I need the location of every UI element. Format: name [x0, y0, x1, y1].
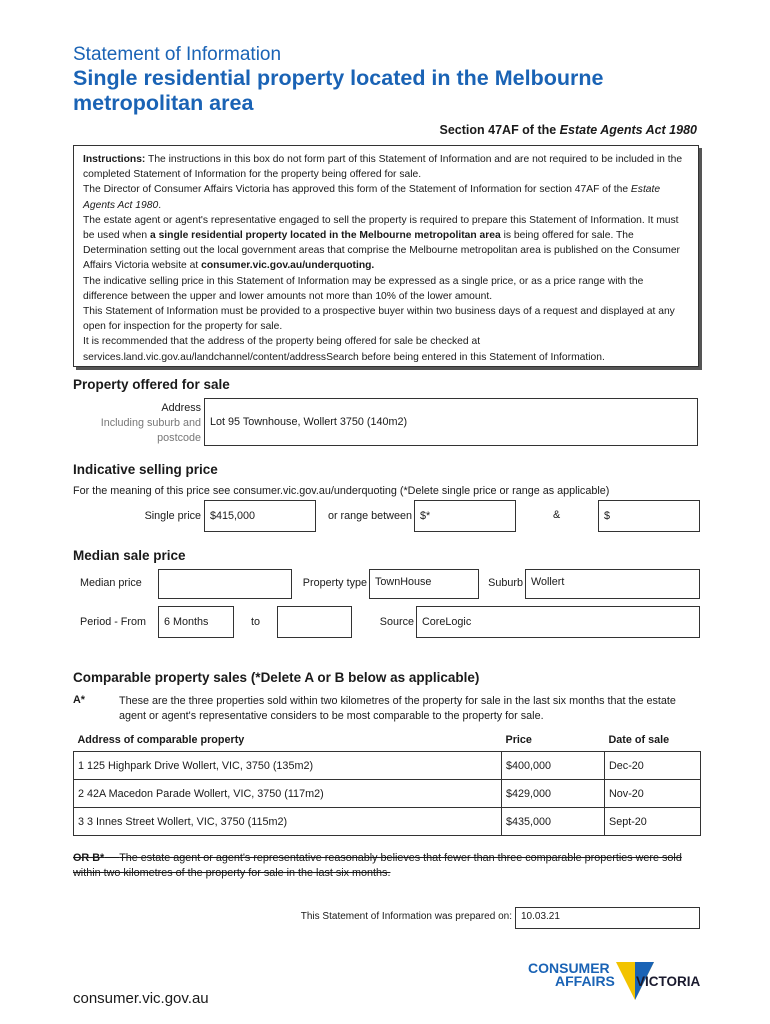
section-act: Estate Agents Act 1980	[559, 123, 697, 137]
table-row	[74, 780, 701, 808]
median-price-field[interactable]	[158, 569, 292, 599]
range-label: or range between	[327, 510, 412, 522]
logo-word-victoria: VICTORIA	[636, 974, 701, 989]
instructions-p1: The instructions in this box do not form part of this Statement of Information and are not required to be included in the completed Statement of Information for the property being offered for sale.	[83, 154, 683, 181]
address-label-line2: Including suburb and	[100, 417, 201, 429]
instructions-p2b: .	[158, 199, 162, 211]
instructions-p3b: is being offered for sale. The Determination setting out the local government areas that comprise the Melbourne metropolitan area is published on the Consumer Affairs Victoria website at	[83, 230, 680, 272]
section-reference	[440, 123, 697, 137]
single-price-label: Single price	[144, 510, 201, 522]
address-label-line1: Address	[161, 402, 201, 414]
range-low-field[interactable]: $*	[414, 500, 516, 532]
col-price-header: Price	[505, 734, 532, 746]
logo-word-affairs: AFFAIRS	[555, 973, 615, 989]
instructions-p6: It is recommended that the address of the property being offered for sale be checked at services.land.vic.gov.au/landchannel/content/addressSearch before being entered in this Statement of Information.	[83, 336, 605, 363]
row-date[interactable]: Dec-20	[605, 752, 701, 780]
period-from-label: Period - From	[80, 616, 146, 628]
table-row	[74, 808, 701, 836]
suburb-label: Suburb	[488, 577, 523, 589]
table-row	[74, 752, 701, 780]
median-price-label: Median price	[80, 577, 142, 589]
source-label: Source	[379, 616, 414, 628]
row-address[interactable]: 1 125 Highpark Drive Wollert, VIC, 3750 (135m2)	[74, 752, 502, 780]
consumer-affairs-logo	[528, 960, 703, 1004]
option-b-text: The estate agent or agent's representative reasonably believes that fewer than three comparable properties were sold within two kilometres of the property for sale in the last six months.	[73, 852, 682, 879]
option-a-label: A*	[73, 694, 85, 706]
suburb-field[interactable]: Wollert	[525, 569, 700, 599]
range-ampersand: &	[553, 509, 561, 521]
prepared-label: This Statement of Information was prepared on:	[300, 911, 512, 922]
address-label-line3: postcode	[157, 432, 201, 444]
single-price-field[interactable]: $415,000	[204, 500, 316, 532]
instructions-box	[73, 145, 699, 367]
instructions-p3a: The estate agent or agent's representative engaged to sell the property is required to prepare this Statement of Information. It must be used when	[83, 214, 679, 242]
form-kicker: Statement of Information	[73, 44, 282, 65]
option-b	[73, 851, 701, 880]
comparable-table	[73, 729, 701, 836]
property-type-label: Property type	[302, 577, 367, 589]
col-date-header: Date of sale	[608, 734, 670, 746]
comparable-heading: Comparable property sales (*Delete A or B below as applicable)	[73, 670, 480, 685]
property-type-field[interactable]: TownHouse	[369, 569, 479, 599]
property-heading: Property offered for sale	[73, 377, 230, 392]
row-price[interactable]: $400,000	[502, 752, 605, 780]
row-date[interactable]: Sept-20	[605, 808, 701, 836]
price-heading: Indicative selling price	[73, 462, 218, 477]
range-high-field[interactable]: $	[598, 500, 700, 532]
page-title: Single residential property located in the Melbourne metropolitan area	[73, 66, 604, 115]
row-address[interactable]: 3 3 Innes Street Wollert, VIC, 3750 (115m2)	[74, 808, 502, 836]
price-note: For the meaning of this price see consumer.vic.gov.au/underquoting (*Delete single price or range as applicable)	[73, 485, 610, 497]
period-to-label: to	[251, 616, 261, 628]
prepared-date-field[interactable]: 10.03.21	[515, 907, 700, 929]
instructions-p5: This Statement of Information must be provided to a prospective buyer within two business days of a request and displayed at any open for inspection for the property for sale.	[83, 306, 675, 333]
address-label	[73, 401, 201, 446]
period-from-field[interactable]: 6 Months	[158, 606, 234, 638]
instructions-p2-act: Estate Agents Act 1980	[83, 184, 661, 211]
instructions-p4: The indicative selling price in this Statement of Information may be expressed as a single price, or as a price range with the difference between the upper and lower amounts not more than 10% of the lower amount.	[83, 275, 644, 302]
address-field[interactable]: Lot 95 Townhouse, Wollert 3750 (140m2)	[204, 398, 698, 446]
table-header-row	[74, 729, 701, 752]
row-price[interactable]: $429,000	[502, 780, 605, 808]
source-field[interactable]: CoreLogic	[416, 606, 700, 638]
option-b-label: OR B*	[73, 852, 105, 864]
instructions-p3-bold: a single residential property located in the Melbourne metropolitan area	[149, 230, 501, 242]
instructions-label: Instructions:	[83, 154, 146, 165]
section-prefix: Section 47AF of the	[439, 123, 560, 137]
footer-url[interactable]: consumer.vic.gov.au	[73, 990, 209, 1007]
logo-word-consumer: CONSUMER	[528, 960, 610, 976]
col-address-header: Address of comparable property	[77, 734, 245, 746]
option-a-text: These are the three properties sold within two kilometres of the property for sale in the last six months that the estate agent or agent's representative considers to be most comparable to the property for sale.	[119, 695, 676, 722]
row-date[interactable]: Nov-20	[605, 780, 701, 808]
instructions-url[interactable]: consumer.vic.gov.au/underquoting.	[201, 260, 375, 272]
median-heading: Median sale price	[73, 548, 186, 563]
instructions-p2a: The Director of Consumer Affairs Victoria has approved this form of the Statement of Information for section 47AF of the	[83, 184, 631, 196]
row-price[interactable]: $435,000	[502, 808, 605, 836]
row-address[interactable]: 2 42A Macedon Parade Wollert, VIC, 3750 (117m2)	[74, 780, 502, 808]
period-to-field[interactable]	[277, 606, 352, 638]
